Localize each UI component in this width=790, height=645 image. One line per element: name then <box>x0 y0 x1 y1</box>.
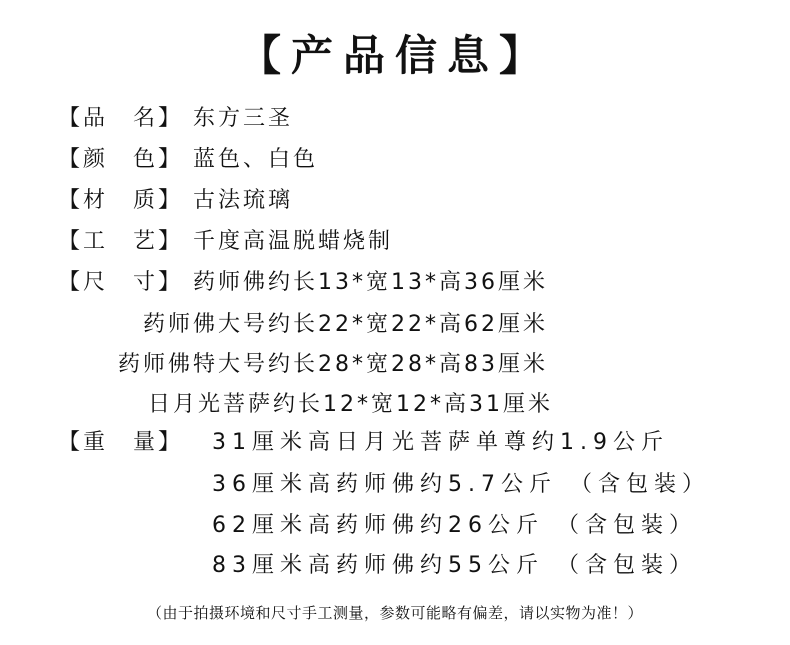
spec-value-color: 蓝色、白色 <box>193 147 319 172</box>
spec-value-weight-2: 36厘米高药师佛约5.7公斤 （含包装） <box>212 472 710 497</box>
spec-value-weight-3: 62厘米高药师佛约26公斤 （含包装） <box>212 513 697 538</box>
spec-row-name <box>58 104 293 134</box>
spec-label-weight: 【重 量】 <box>58 430 184 455</box>
spec-value-weight-4: 83厘米高药师佛约55公斤 （含包装） <box>212 553 697 578</box>
spec-value-size-1: 药师佛约长13*宽13*高36厘米 <box>193 270 548 295</box>
spec-row-weight <box>58 428 183 458</box>
spec-row-size <box>58 268 548 298</box>
spec-row-color <box>58 145 318 175</box>
spec-value-craft: 千度高温脱蜡烧制 <box>193 229 394 254</box>
spec-row-craft <box>58 227 393 257</box>
spec-value-name: 东方三圣 <box>193 106 294 131</box>
spec-value-material: 古法琉璃 <box>193 188 294 213</box>
spec-value-weight-1: 31厘米高日月光菩萨单尊约1.9公斤 <box>212 430 669 455</box>
spec-label-size: 【尺 寸】 <box>58 270 184 295</box>
page-title: 【产品信息】 <box>238 31 551 80</box>
spec-label-color: 【颜 色】 <box>58 147 184 172</box>
spec-value-size-4: 日月光菩萨约长12*宽12*高31厘米 <box>148 392 553 417</box>
spec-value-size-3: 药师佛特大号约长28*宽28*高83厘米 <box>118 352 548 377</box>
spec-label-craft: 【工 艺】 <box>58 229 184 254</box>
spec-label-name: 【品 名】 <box>58 106 184 131</box>
spec-value-size-2: 药师佛大号约长22*宽22*高62厘米 <box>143 312 548 337</box>
spec-label-material: 【材 质】 <box>58 188 184 213</box>
disclaimer-note: （由于拍摄环境和尺寸手工测量，参数可能略有偏差，请以实物为准！） <box>146 604 643 622</box>
spec-row-material <box>58 186 293 216</box>
